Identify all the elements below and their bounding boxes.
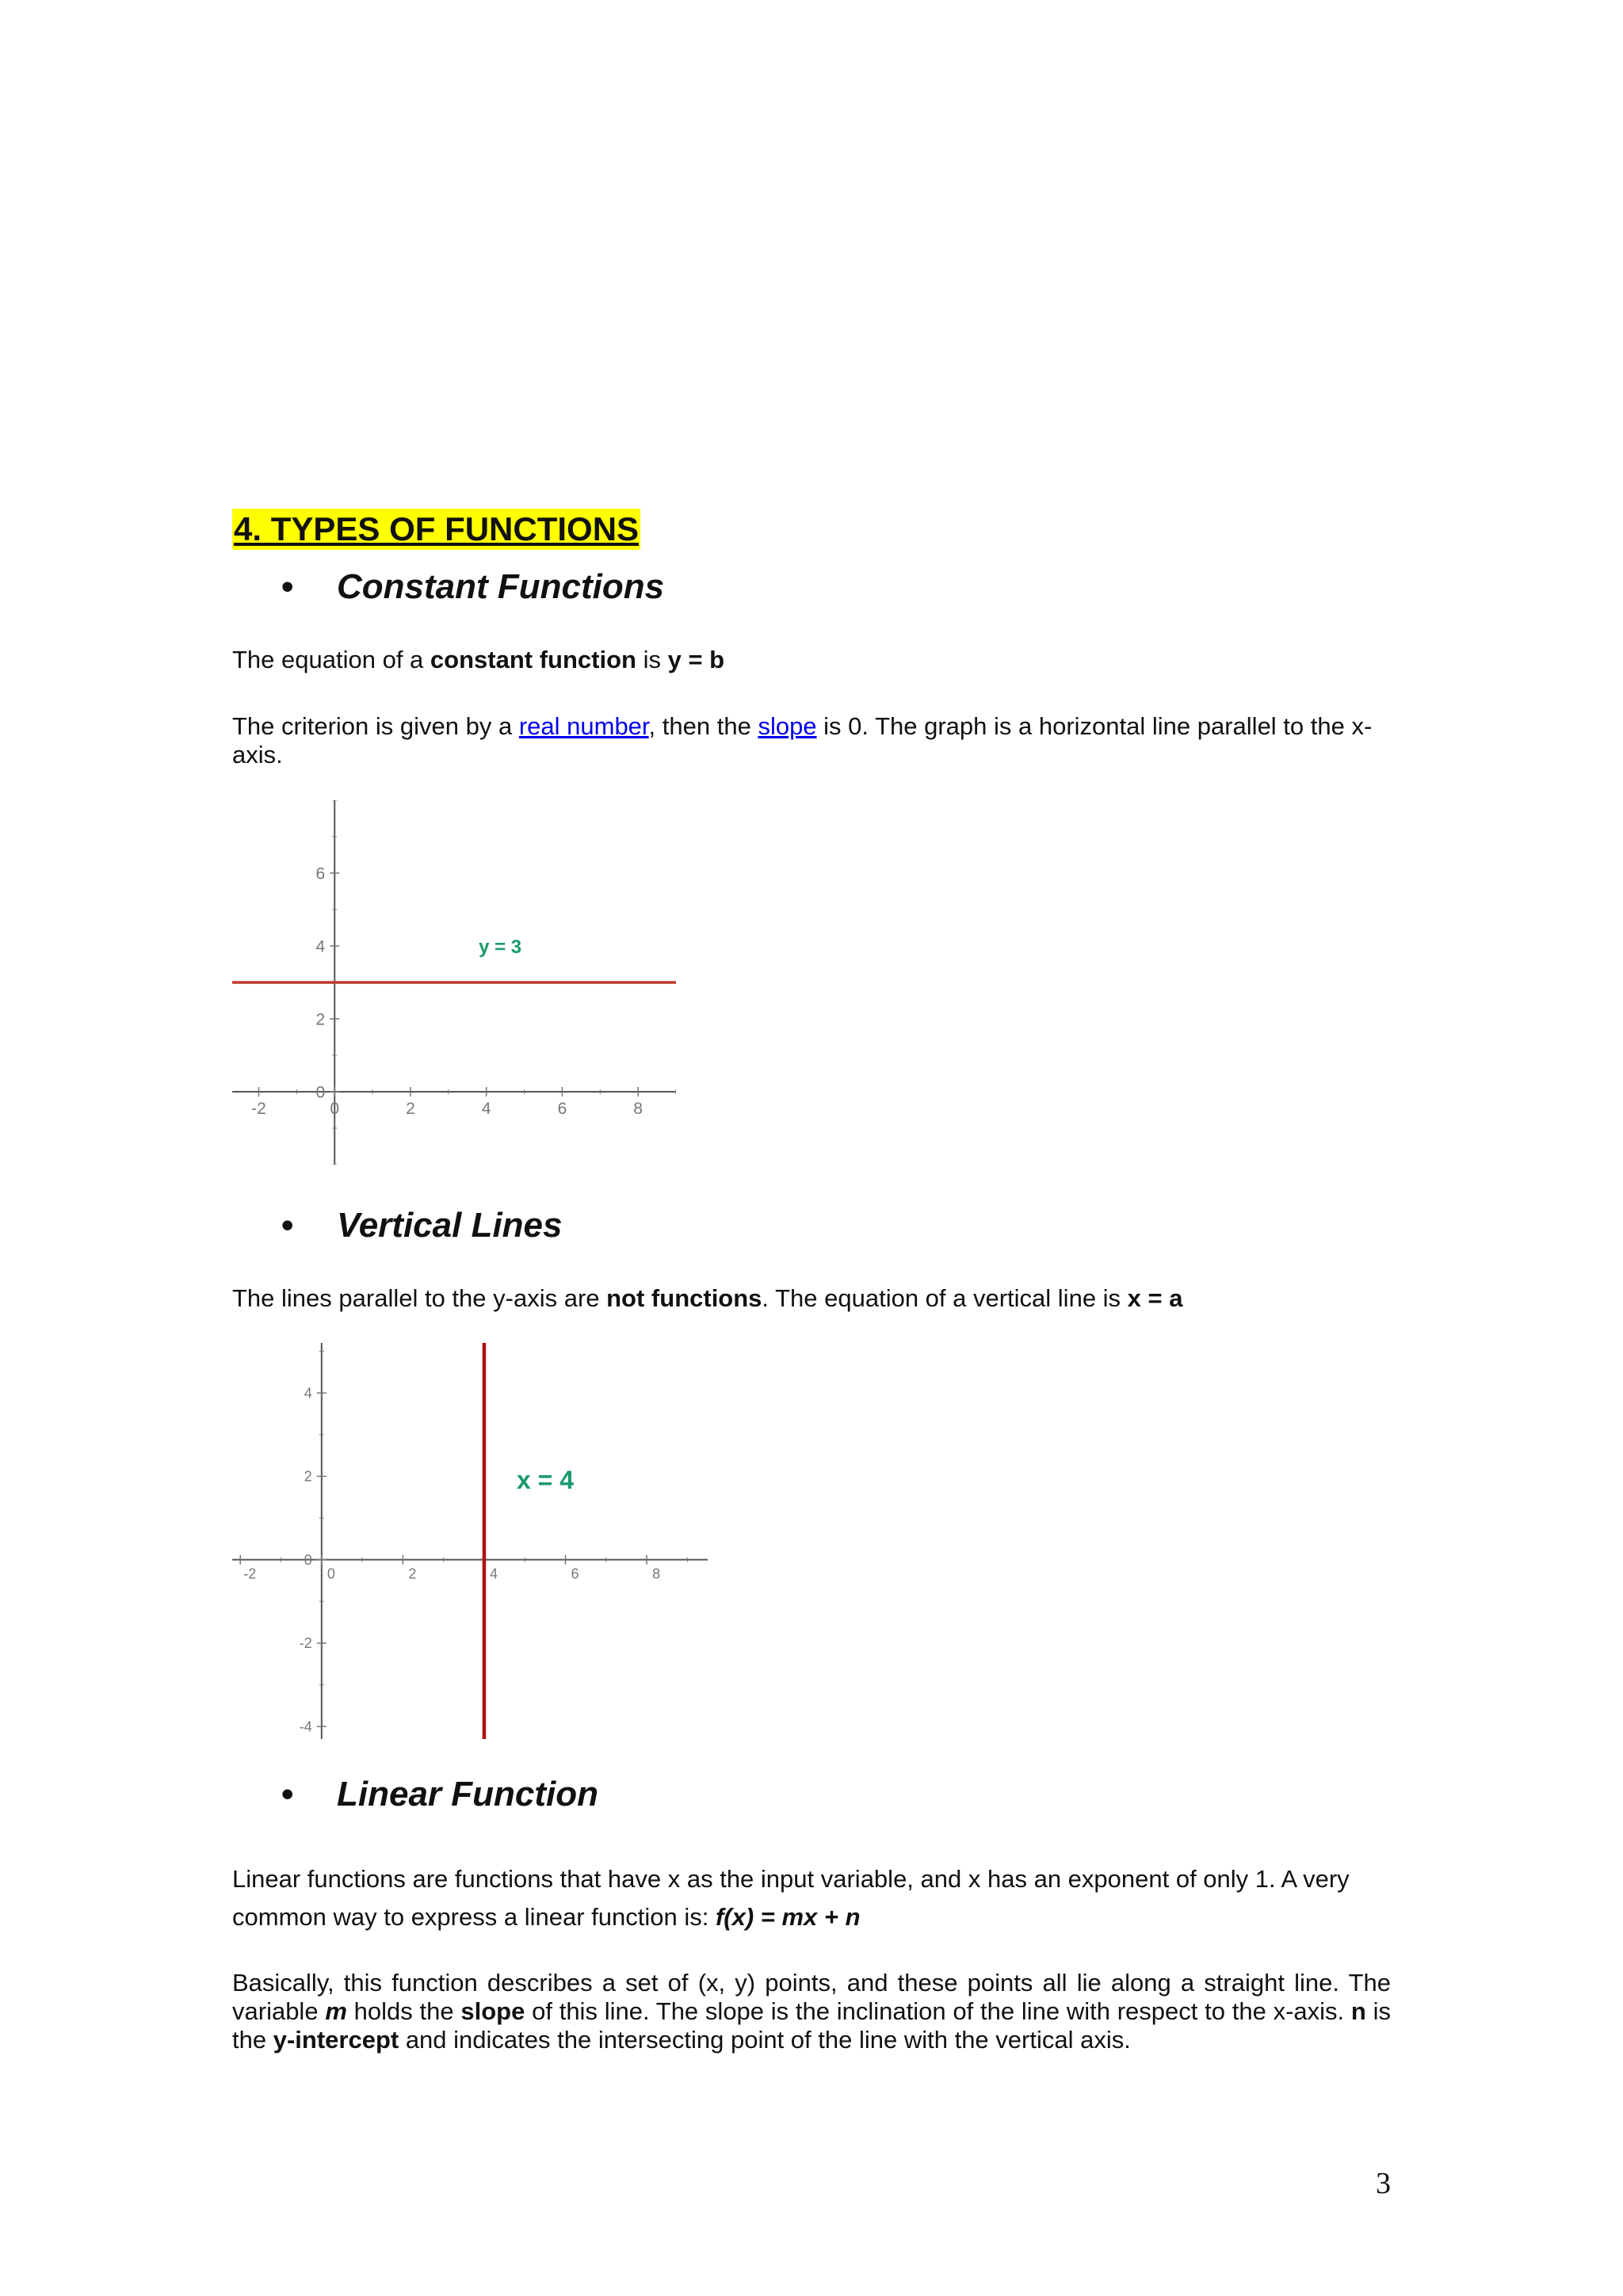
line-equation-label: x = 4	[516, 1466, 575, 1495]
line-equation-label: y = 3	[479, 936, 522, 959]
subheading-linear-function: Linear Function	[337, 1775, 598, 1814]
subheading-vertical-lines: Vertical Lines	[337, 1206, 563, 1245]
y-tick-label: 2	[315, 1010, 326, 1029]
constant-equation-text: The equation of a constant function is y = b	[232, 646, 725, 673]
subheading-constant-functions: Constant Functions	[337, 567, 665, 606]
x-tick-label: 8	[633, 1100, 643, 1118]
page-number: 3	[1376, 2167, 1391, 2200]
linear-explanation-text: Basically, this function describes a set of (x, y) points, and these points all lie along a straight line. The variable m holds the slope of this line. The slope is the inclination of the line with respect to the x-axis. n is the y-intercept and indicates the intersecting point of the line with the vertical axis.	[232, 1969, 1391, 2054]
bullet-glyph: •	[281, 1206, 294, 1245]
slope-link[interactable]: slope	[758, 712, 817, 740]
x-tick-label: 6	[571, 1566, 579, 1582]
x-tick-label: 4	[481, 1100, 491, 1118]
y-tick-label: -4	[299, 1718, 312, 1735]
y-tick-label: -2	[299, 1635, 312, 1652]
x-tick-label: 4	[489, 1566, 498, 1582]
x-tick-label: 0	[330, 1100, 340, 1118]
bullet-linear-function	[281, 1773, 598, 1816]
x-tick-label: 6	[557, 1100, 567, 1118]
bullet-vertical-lines	[281, 1204, 563, 1247]
section-heading: 4. TYPES OF FUNCTIONS	[232, 509, 640, 550]
y-tick-label: 0	[315, 1083, 326, 1102]
vertical-lines-text: The lines parallel to the y-axis are not functions. The equation of a vertical line is x = a	[232, 1284, 1183, 1312]
bullet-glyph: •	[281, 1775, 294, 1814]
x-tick-label: 0	[327, 1566, 335, 1582]
x-tick-label: 2	[406, 1100, 415, 1118]
constant-criterion-text: The criterion is given by a real number, then the slope is 0. The graph is a horizontal line parallel to the x-axis.	[232, 712, 1373, 769]
vertical-line-graph	[232, 1343, 708, 1739]
bullet-constant-functions	[281, 566, 664, 608]
y-tick-label: 4	[304, 1385, 312, 1402]
y-tick-label: 4	[315, 937, 326, 956]
y-tick-label: 2	[304, 1468, 312, 1485]
bullet-glyph: •	[281, 567, 294, 606]
linear-formula: f(x) = mx + n	[715, 1903, 861, 1931]
x-tick-label: 2	[408, 1566, 417, 1582]
x-tick-label: 8	[652, 1566, 661, 1582]
x-tick-label: -2	[243, 1566, 257, 1582]
constant-function-graph	[232, 800, 676, 1165]
linear-description-text: Linear functions are functions that have x as the input variable, and x has an exponent of only 1. A very common way to express a linear function is: f(x) = mx + n	[232, 1865, 1350, 1931]
y-tick-label: 0	[304, 1551, 312, 1568]
real-number-link[interactable]: real number	[518, 712, 649, 740]
x-tick-label: -2	[251, 1100, 266, 1118]
y-tick-label: 6	[315, 864, 326, 883]
